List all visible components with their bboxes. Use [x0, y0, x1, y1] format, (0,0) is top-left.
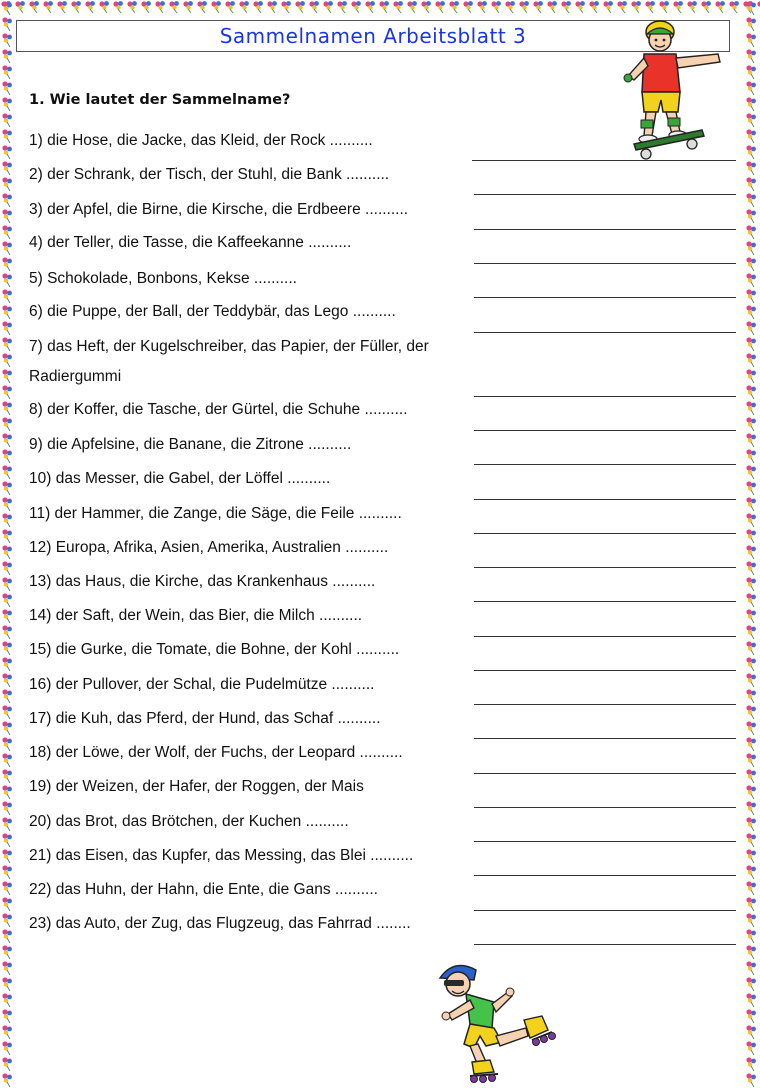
answer-line-6[interactable] [474, 332, 736, 333]
answer-line-5[interactable] [474, 297, 736, 298]
balloon-border-top [0, 0, 760, 14]
exercise-item-13: 13) das Haus, die Kirche, das Krankenhaus .......... [29, 573, 376, 590]
answer-line-10[interactable] [474, 499, 736, 500]
answer-line-8[interactable] [474, 430, 736, 431]
section-heading: 1. Wie lautet der Sammelname? [29, 92, 291, 108]
exercise-item-8: 8) der Koffer, die Tasche, der Gürtel, die Schuhe .......... [29, 401, 408, 418]
answer-line-20[interactable] [474, 841, 736, 842]
skateboarder-illustration [608, 18, 732, 166]
exercise-item-23: 23) das Auto, der Zug, das Flugzeug, das Fahrrad ........ [29, 915, 411, 932]
answer-line-2[interactable] [474, 194, 736, 195]
exercise-item-22: 22) das Huhn, der Hahn, die Ente, die Gans .......... [29, 881, 378, 898]
exercise-item-14: 14) der Saft, der Wein, das Bier, die Milch .......... [29, 607, 363, 624]
answer-line-18[interactable] [474, 773, 736, 774]
exercise-item-11: 11) der Hammer, die Zange, die Säge, die Feile .......... [29, 505, 402, 522]
answer-line-4[interactable] [474, 263, 736, 264]
exercise-item-9: 9) die Apfelsine, die Banane, die Zitrone .......... [29, 436, 352, 453]
answer-line-21[interactable] [474, 875, 736, 876]
answer-line-9[interactable] [474, 464, 736, 465]
exercise-item-5: 5) Schokolade, Bonbons, Kekse .......... [29, 270, 297, 287]
exercise-item-12: 12) Europa, Afrika, Asien, Amerika, Australien .......... [29, 539, 389, 556]
exercise-item-20: 20) das Brot, das Brötchen, der Kuchen .......... [29, 813, 349, 830]
exercise-item-6: 6) die Puppe, der Ball, der Teddybär, das Lego .......... [29, 303, 396, 320]
exercise-item-17: 17) die Kuh, das Pferd, der Hund, das Schaf .......... [29, 710, 381, 727]
answer-line-16[interactable] [474, 704, 736, 705]
answer-line-17[interactable] [474, 738, 736, 739]
answer-line-15[interactable] [474, 670, 736, 671]
exercise-item-21: 21) das Eisen, das Kupfer, das Messing, das Blei .......... [29, 847, 414, 864]
answer-line-23[interactable] [474, 944, 736, 945]
exercise-item-3: 3) der Apfel, die Birne, die Kirsche, die Erdbeere .......... [29, 201, 409, 218]
exercise-item-18: 18) der Löwe, der Wolf, der Fuchs, der Leopard .......... [29, 744, 403, 761]
exercise-item-19: 19) der Weizen, der Hafer, der Roggen, der Mais [29, 778, 364, 795]
balloon-border-left [0, 0, 14, 1088]
inline-skater-illustration [430, 956, 560, 1084]
exercise-item-16: 16) der Pullover, der Schal, die Pudelmütze .......... [29, 676, 375, 693]
answer-line-13[interactable] [474, 601, 736, 602]
exercise-item-4: 4) der Teller, die Tasse, die Kaffeekanne .......... [29, 234, 352, 251]
answer-line-19[interactable] [474, 807, 736, 808]
exercise-item-15: 15) die Gurke, die Tomate, die Bohne, der Kohl .......... [29, 641, 400, 658]
exercise-item-10: 10) das Messer, die Gabel, der Löffel .......... [29, 470, 331, 487]
exercise-item-2: 2) der Schrank, der Tisch, der Stuhl, die Bank .......... [29, 166, 390, 183]
worksheet-title: Sammelnamen Arbeitsblatt 3 [16, 20, 730, 52]
answer-line-7[interactable] [474, 396, 736, 397]
answer-line-22[interactable] [474, 910, 736, 911]
exercise-item-7: 7) das Heft, der Kugelschreiber, das Papier, der Füller, der Radiergummi [29, 338, 429, 385]
answer-line-12[interactable] [474, 567, 736, 568]
answer-line-3[interactable] [474, 229, 736, 230]
exercise-item-1: 1) die Hose, die Jacke, das Kleid, der Rock .......... [29, 132, 373, 149]
answer-line-14[interactable] [474, 636, 736, 637]
answer-line-11[interactable] [474, 533, 736, 534]
balloon-border-right [744, 0, 760, 1088]
